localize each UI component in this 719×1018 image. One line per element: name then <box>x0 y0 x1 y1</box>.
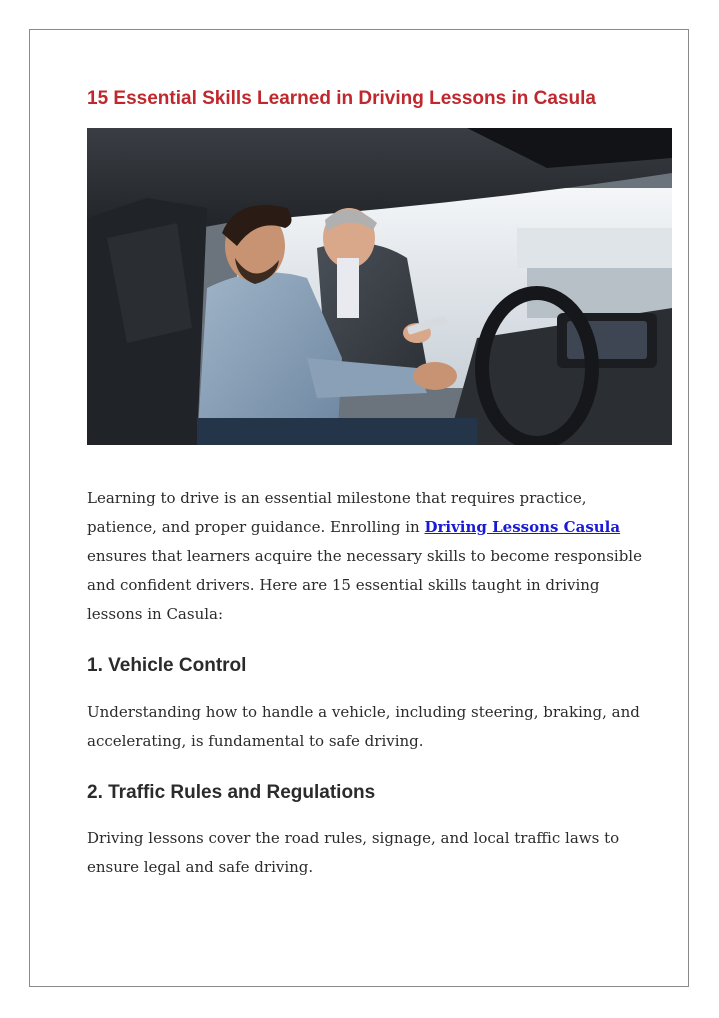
driving-lessons-casula-link[interactable]: Driving Lessons Casula <box>424 518 621 536</box>
intro-text-before-link: Learning to drive is an essential milestone that requires practice, patience, and proper guidance. Enrolling in <box>87 489 587 536</box>
section-heading-traffic-rules: 2. Traffic Rules and Regulations <box>87 782 376 803</box>
section-text-traffic-rules: Driving lessons cover the road rules, signage, and local traffic laws to ensure legal and safe driving. <box>87 829 620 876</box>
section-text-vehicle-control: Understanding how to handle a vehicle, including steering, braking, and accelerating, is fundamental to safe driving. <box>87 703 640 750</box>
document-title: 15 Essential Skills Learned in Driving Lessons in Casula <box>87 88 596 109</box>
hero-image <box>87 128 672 445</box>
intro-text-after-link: ensures that learners acquire the necessary skills to become responsible and confident drivers. Here are 15 essential skills taught in driving lessons in Casula: <box>87 547 642 623</box>
section-heading-vehicle-control: 1. Vehicle Control <box>87 655 247 676</box>
intro-paragraph <box>87 484 647 629</box>
